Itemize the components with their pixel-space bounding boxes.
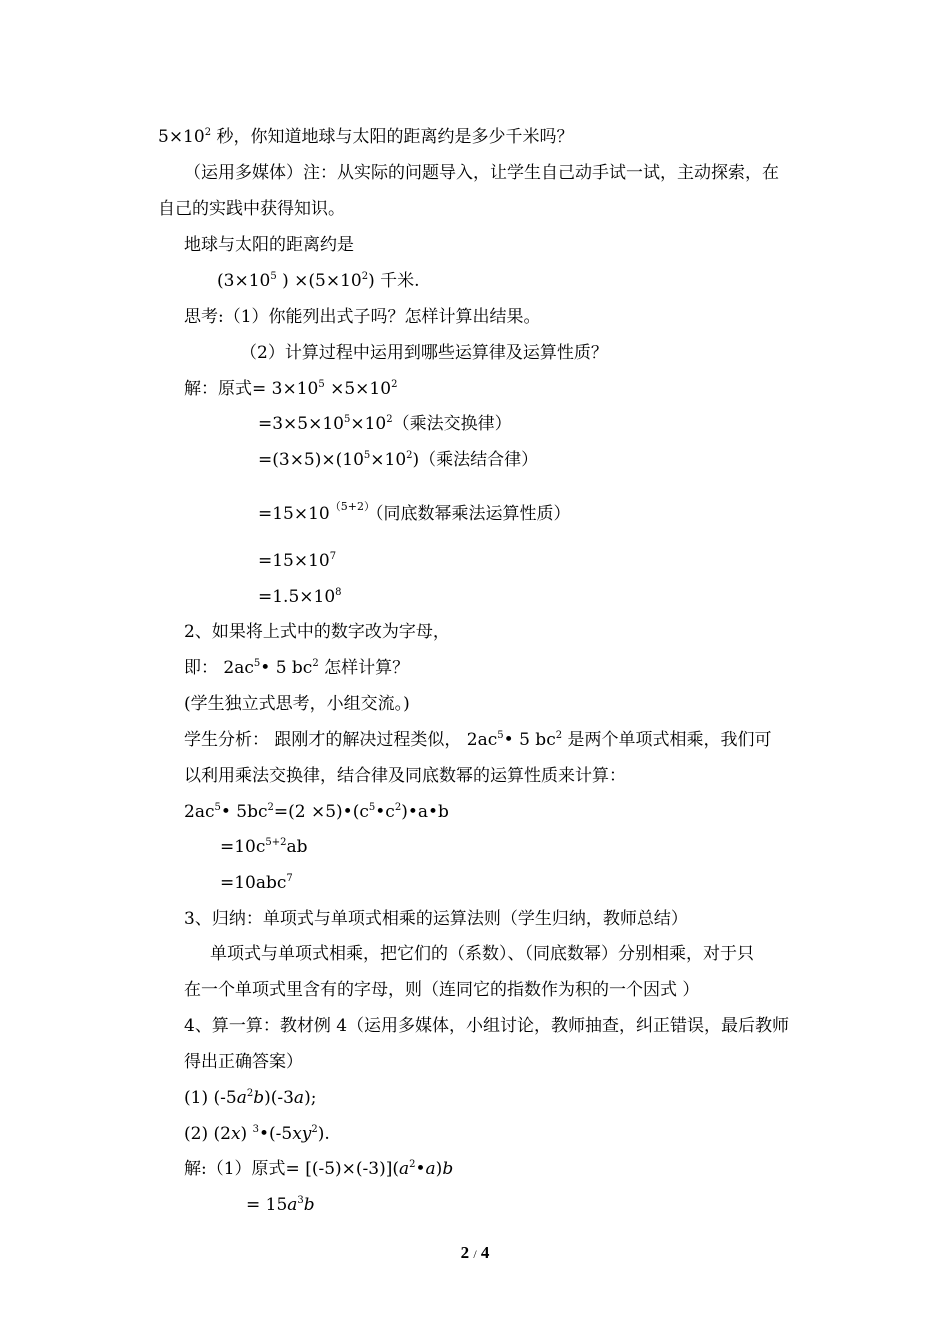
text-line: (2) (2x) $^3•(-5xy^2)$.: [184, 1124, 330, 1144]
text-line: 地球与太阳的距离约是: [184, 235, 354, 255]
text-line: (1) $(-5a^2b)(-3a)$;: [184, 1088, 317, 1108]
text-line: 得出正确答案）: [184, 1052, 303, 1072]
text-line: 在一个单项式里含有的字母，则（连同它的指数作为积的一个因式 ）: [184, 980, 700, 1000]
text-line: （运用多媒体）注：从实际的问题导入，让学生自己动手试一试，主动探索，在: [184, 163, 779, 183]
text-line: $=15\times 10^{(5+2)}$（同底数幂乘法运算性质）: [258, 500, 571, 524]
text-line: 思考:（1）你能列出式子吗？怎样计算出结果。: [184, 307, 541, 327]
text-line: $2ac^5•$ $5bc^2=(2$ $\times 5)•(c^5•c^2)•a•b$: [184, 802, 449, 822]
text-line: =10abc$^7$: [220, 873, 293, 893]
text-line: 3、归纳：单项式与单项式相乘的运算法则（学生归纳，教师总结）: [184, 909, 688, 929]
text-line: ($3\times 10^5$ ) $\times(5\times 10^2)$ 千米.: [217, 271, 420, 291]
page-number: 2 / 4: [460, 1243, 490, 1262]
text-line: $=1.5\times 10^8$: [258, 587, 342, 607]
text-line: 4、算一算：教材例 4（运用多媒体，小组讨论，教师抽查，纠正错误，最后教师: [184, 1016, 790, 1036]
text-line: $=(3\times 5)\times(10^5\times 10^2)$（乘法结合律）: [258, 450, 539, 470]
text-line: 解:（1）原式= $[(-5)\times(-3)](a^2•a)b$: [184, 1159, 454, 1179]
text-line: $=10c^{5+2}ab$: [220, 837, 308, 857]
text-line: 自己的实践中获得知识。: [158, 199, 345, 219]
text-line: $=15\times 10^7$: [258, 551, 337, 571]
text-line: 解：原式= $3\times 10^5 \times 5\times 10^2$: [184, 379, 398, 399]
text-line: 学生分析： 跟刚才的解决过程类似， $2ac^5•$ 5 $bc^2$ 是两个单项式相乘，我们可: [184, 730, 772, 750]
text-line: $=3\times 5\times 10^5\times 10^2$（乘法交换律）: [258, 414, 512, 434]
text-line: $5\times 10^2$ 秒，你知道地球与太阳的距离约是多少千米吗？: [158, 127, 574, 147]
text-line: 单项式与单项式相乘，把它们的（系数）、（同底数幂）分别相乘，对于只: [210, 944, 754, 964]
text-line: 以利用乘法交换律，结合律及同底数幂的运算性质来计算：: [184, 766, 626, 786]
text-line: 2、如果将上式中的数字改为字母，: [184, 622, 450, 642]
text-line: （2）计算过程中运用到哪些运算律及运算性质？: [240, 343, 608, 363]
text-line: (学生独立式思考，小组交流。): [184, 694, 410, 714]
text-line: = $15a^3b$: [246, 1195, 315, 1215]
text-line: 即： $2ac^5•$ 5 $bc^2$ 怎样计算？: [184, 658, 410, 678]
